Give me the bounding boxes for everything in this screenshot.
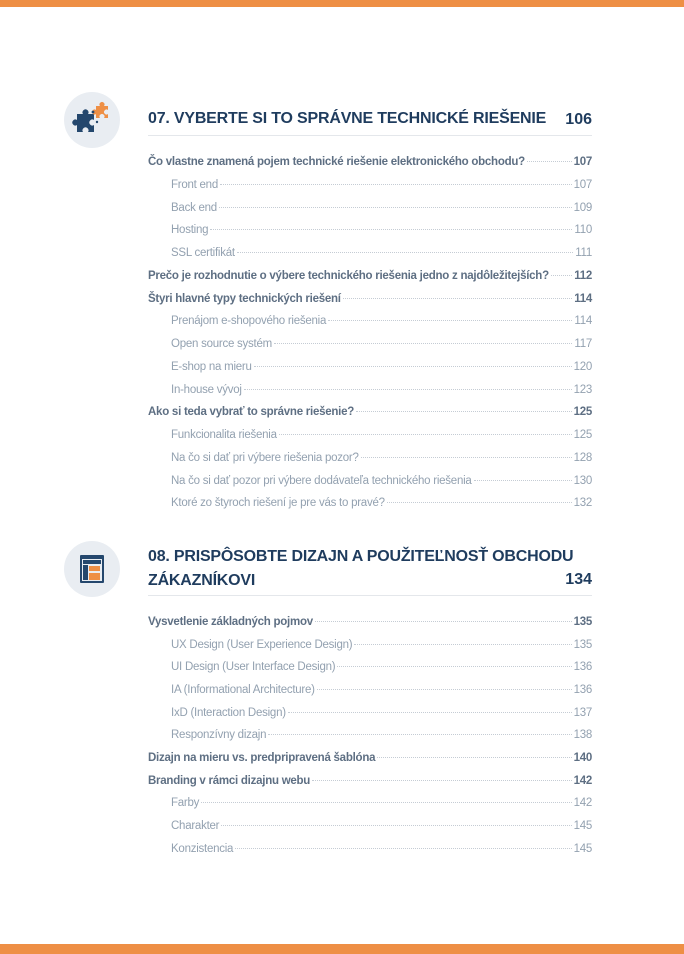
toc-entry-title: Ako si teda vybrať to správne riešenie? <box>148 406 355 418</box>
toc-entry-title: Charakter <box>171 820 220 832</box>
dot-leader <box>356 411 572 412</box>
toc-entry-title: IA (Informational Architecture) <box>171 684 315 696</box>
toc-entry-title: Farby <box>171 797 200 809</box>
toc-entry-page: 140 <box>573 752 592 764</box>
toc-entry-page: 112 <box>574 270 592 282</box>
toc-entry[interactable] <box>148 772 592 790</box>
toc-entry[interactable] <box>148 840 592 858</box>
toc-entry-title: Open source systém <box>171 338 272 350</box>
toc-entry[interactable] <box>148 449 592 467</box>
toc-entry-title: Na čo si dať pri výbere riešenia pozor? <box>171 452 359 464</box>
toc-entry[interactable] <box>148 244 592 262</box>
toc-entry-page: 138 <box>573 729 592 741</box>
toc-entry-page: 145 <box>573 820 592 832</box>
dot-leader <box>317 689 572 690</box>
dot-leader <box>343 298 572 299</box>
web-layout-icon <box>64 541 120 597</box>
toc-entry[interactable] <box>148 817 592 835</box>
dot-leader <box>377 757 571 758</box>
toc-entry-page: 128 <box>573 452 592 464</box>
chapter-heading <box>148 107 592 136</box>
chapter-heading <box>148 545 592 596</box>
toc-entry[interactable] <box>148 312 592 330</box>
toc-entry-page: 109 <box>573 202 592 214</box>
toc-entry-page: 135 <box>573 639 592 651</box>
toc-entry[interactable] <box>148 658 592 676</box>
toc-entry-title: Štyri hlavné typy technických riešení <box>148 293 341 305</box>
chapter-title-line-1: 08. PRISPÔSOBTE DIZAJN A POUŽITEĽNOSŤ OBCHODU <box>148 548 574 565</box>
toc-entry[interactable] <box>148 267 592 285</box>
dot-leader <box>361 457 572 458</box>
dot-leader <box>279 434 572 435</box>
toc-entry-title: Ktoré zo štyroch riešení je pre vás to pravé? <box>171 497 385 509</box>
toc-entry-page: 107 <box>573 179 592 191</box>
toc-entry[interactable] <box>148 403 592 421</box>
dot-leader <box>274 343 572 344</box>
toc-entry[interactable] <box>148 794 592 812</box>
toc-entry[interactable] <box>148 176 592 194</box>
dot-leader <box>221 825 571 826</box>
toc-entry[interactable] <box>148 636 592 654</box>
chapter-title-line-2: ZÁKAZNÍKOVI <box>148 572 256 589</box>
toc-entry-page: 117 <box>574 338 592 350</box>
dot-leader <box>312 780 571 781</box>
dot-leader <box>210 229 572 230</box>
toc-entry-page: 145 <box>573 843 592 855</box>
toc-entry-title: Prečo je rozhodnutie o výbere technického riešenia jedno z najdôležitejších? <box>148 270 549 282</box>
toc-entry[interactable] <box>148 199 592 217</box>
toc-entry-title: IxD (Interaction Design) <box>171 707 286 719</box>
toc-entry-title: Responzívny dizajn <box>171 729 267 741</box>
toc-entry-title: Funkcionalita riešenia <box>171 429 277 441</box>
chapter-page-number: 134 <box>565 571 592 588</box>
puzzle-pieces-icon <box>64 92 120 148</box>
dot-leader <box>328 320 572 321</box>
dot-leader <box>387 502 572 503</box>
toc-entry-page: 132 <box>573 497 592 509</box>
top-accent-bar <box>0 0 684 7</box>
toc-entry-title: Branding v rámci dizajnu webu <box>148 775 311 787</box>
toc-entry-title: In-house vývoj <box>171 384 242 396</box>
toc-entry-page: 120 <box>573 361 592 373</box>
toc-entry-page: 136 <box>573 661 592 673</box>
toc-entry[interactable] <box>148 290 592 308</box>
toc-entry-title: Dizajn na mieru vs. predpripravená šablóna <box>148 752 376 764</box>
toc-entry-title: SSL certifikát <box>171 247 235 259</box>
toc-entry[interactable] <box>148 494 592 512</box>
toc-entry[interactable] <box>148 358 592 376</box>
toc-entry-page: 111 <box>575 247 592 259</box>
toc-entry-title: UI Design (User Interface Design) <box>171 661 336 673</box>
toc-entry[interactable] <box>148 153 592 171</box>
dot-leader <box>235 848 571 849</box>
toc-entry-page: 114 <box>574 293 592 305</box>
toc-entry[interactable] <box>148 749 592 767</box>
toc-entry-page: 123 <box>573 384 592 396</box>
dot-leader <box>337 666 571 667</box>
toc-entry-title: Back end <box>171 202 217 214</box>
toc-entry-page: 142 <box>573 797 592 809</box>
toc-entry-title: Front end <box>171 179 218 191</box>
dot-leader <box>201 802 571 803</box>
dot-leader <box>527 161 572 162</box>
toc-entry-page: 107 <box>573 156 592 168</box>
toc-entry-title: Čo vlastne znamená pojem technické riešenie elektronického obchodu? <box>148 156 525 168</box>
dot-leader <box>354 644 571 645</box>
chapter-title: 07. VYBERTE SI TO SPRÁVNE TECHNICKÉ RIEŠENIE <box>148 110 547 127</box>
toc-entry-title: Hosting <box>171 224 209 236</box>
toc-entry-page: 136 <box>573 684 592 696</box>
dot-leader <box>254 366 572 367</box>
dot-leader <box>219 207 572 208</box>
toc-entry-page: 125 <box>573 406 592 418</box>
toc-entry[interactable] <box>148 381 592 399</box>
toc-entry-title: E-shop na mieru <box>171 361 252 373</box>
bottom-accent-bar <box>0 944 684 954</box>
toc-entry-title: Vysvetlenie základných pojmov <box>148 616 313 628</box>
toc-entry[interactable] <box>148 221 592 239</box>
dot-leader <box>551 275 572 276</box>
toc-entry-page: 125 <box>573 429 592 441</box>
dot-leader <box>474 480 572 481</box>
toc-entry-title: UX Design (User Experience Design) <box>171 639 353 651</box>
dot-leader <box>315 621 572 622</box>
chapter-page-number: 106 <box>565 111 592 128</box>
toc-entry[interactable] <box>148 681 592 699</box>
toc-entry-title: Na čo si dať pozor pri výbere dodávateľa technického riešenia <box>171 475 472 487</box>
toc-entry[interactable] <box>148 426 592 444</box>
dot-leader <box>220 184 572 185</box>
toc-entry-page: 135 <box>573 616 592 628</box>
toc-entry-page: 130 <box>573 475 592 487</box>
toc-entry-page: 110 <box>574 224 592 236</box>
toc-entry-page: 137 <box>573 707 592 719</box>
dot-leader <box>237 252 573 253</box>
toc-entry-title: Konzistencia <box>171 843 234 855</box>
dot-leader <box>288 712 572 713</box>
toc-entry[interactable] <box>148 335 592 353</box>
toc-entry[interactable] <box>148 613 592 631</box>
dot-leader <box>244 389 572 390</box>
toc-entry[interactable] <box>148 472 592 490</box>
toc-entry-page: 142 <box>573 775 592 787</box>
toc-entry[interactable] <box>148 704 592 722</box>
toc-entry[interactable] <box>148 726 592 744</box>
toc-entry-page: 114 <box>574 315 592 327</box>
toc-entry-title: Prenájom e-shopového riešenia <box>171 315 327 327</box>
dot-leader <box>268 734 571 735</box>
